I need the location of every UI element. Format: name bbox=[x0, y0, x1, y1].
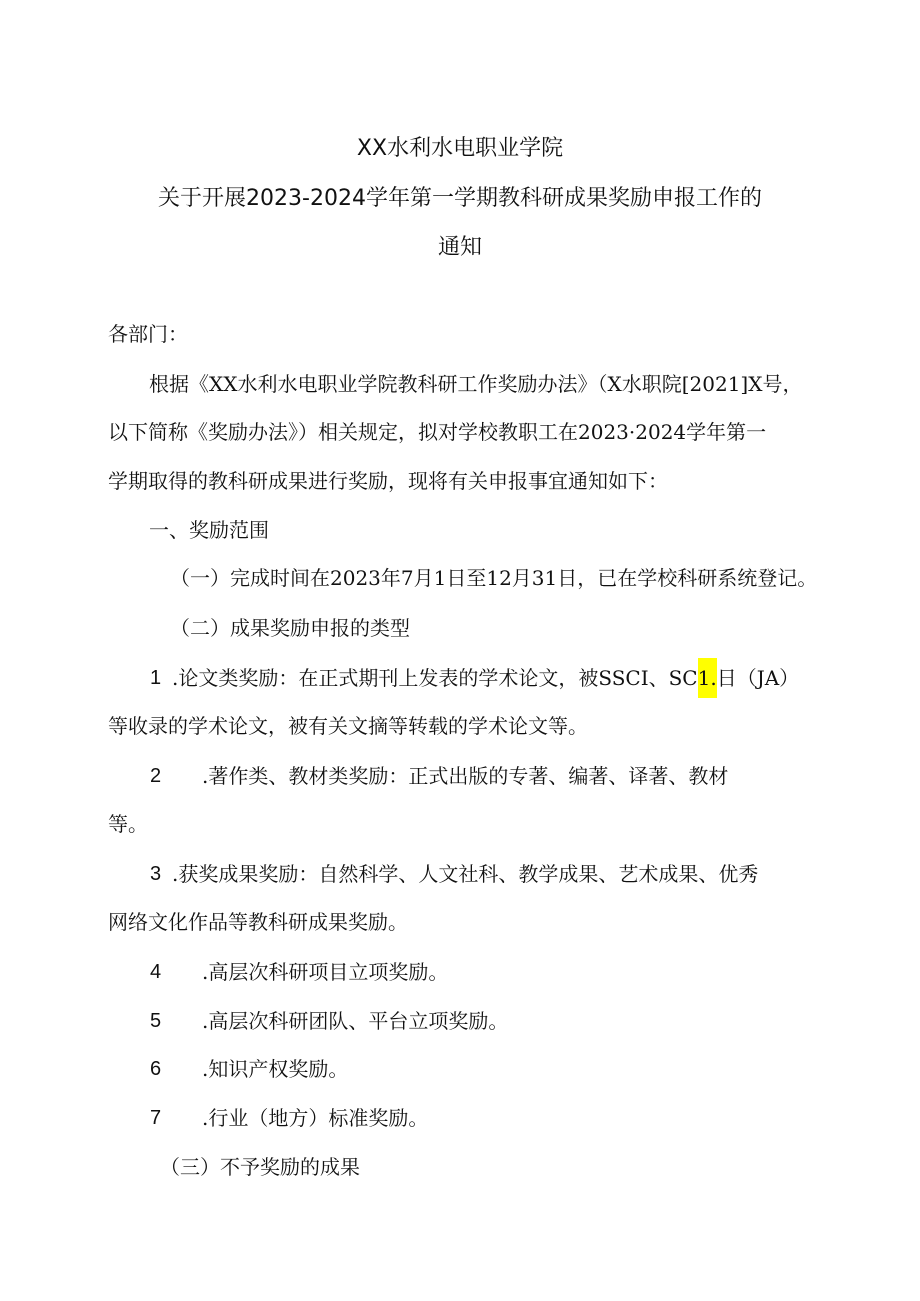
item-1-line-1 bbox=[172, 664, 799, 692]
title-line-3: 通知 bbox=[437, 235, 482, 260]
title-line-2: 关于开展2023-2024学年第一学期教科研成果奖励申报工作的 bbox=[158, 186, 762, 211]
item-6-text: .知识产权奖励。 bbox=[202, 1057, 349, 1081]
item-1-highlight: 1. bbox=[698, 658, 717, 698]
item-2-line-1: .著作类、教材类奖励：正式出版的专著、编著、译著、教材 bbox=[202, 764, 729, 788]
item-3-line-1: .获奖成果奖励：自然科学、人文社科、教学成果、艺术成果、优秀 bbox=[172, 862, 759, 886]
subsection-2: （二）成果奖励申报的类型 bbox=[170, 616, 410, 640]
item-4-text: .高层次科研项目立项奖励。 bbox=[202, 960, 449, 984]
title-line-1: XX水利水电职业学院 bbox=[356, 136, 564, 161]
item-7-number: 7 bbox=[150, 1107, 162, 1129]
intro-line-3: 学期取得的教科研成果进行奖励，现将有关申报事宜通知如下： bbox=[108, 469, 668, 493]
item-2-line-2: 等。 bbox=[108, 812, 148, 836]
subsection-1: （一）完成时间在2023年7月1日至12月31日，已在学校科研系统登记。 bbox=[170, 566, 818, 590]
subsection-3: （三）不予奖励的成果 bbox=[160, 1155, 360, 1179]
item-1-number: 1 bbox=[150, 667, 162, 689]
intro-line-1: 根据《XX水利水电职业学院教科研工作奖励办法》（X水职院[2021]X号， bbox=[149, 372, 803, 396]
intro-line-2: 以下简称《奖励办法》）相关规定，拟对学校教职工在2023·2024学年第一 bbox=[108, 420, 767, 444]
item-4-number: 4 bbox=[150, 961, 162, 983]
item-2-number: 2 bbox=[150, 765, 162, 787]
item-1-line-2: 等收录的学术论文，被有关文摘等转载的学术论文等。 bbox=[108, 714, 588, 738]
item-6-number: 6 bbox=[150, 1058, 162, 1080]
item-5-text: .高层次科研团队、平台立项奖励。 bbox=[202, 1009, 509, 1033]
salutation: 各部门： bbox=[108, 322, 188, 346]
item-3-number: 3 bbox=[150, 863, 162, 885]
item-5-number: 5 bbox=[150, 1010, 162, 1032]
section-heading-1: 一、奖励范围 bbox=[149, 518, 269, 542]
item-1-text-b: 日（JA） bbox=[716, 666, 800, 690]
item-3-line-2: 网络文化作品等教科研成果奖励。 bbox=[108, 910, 408, 934]
item-1-text-a: .论文类奖励：在正式期刊上发表的学术论文，被SSCI、SC bbox=[172, 666, 698, 690]
item-7-text: .行业（地方）标准奖励。 bbox=[202, 1106, 429, 1130]
